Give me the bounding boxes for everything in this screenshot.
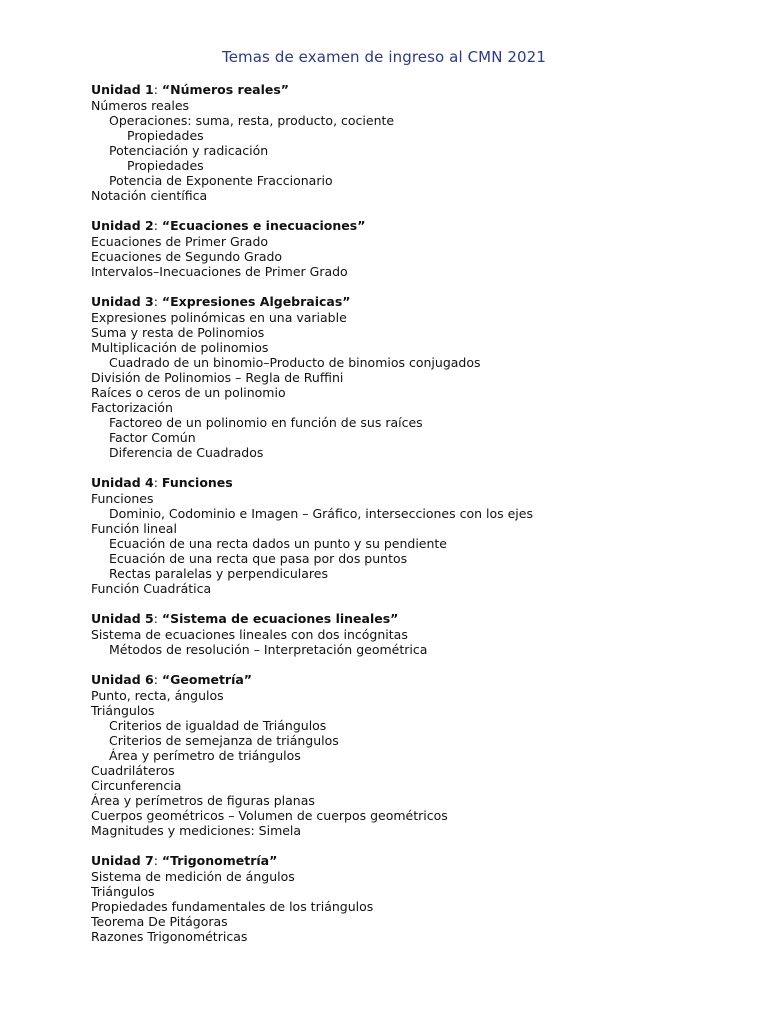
- unit-separator: :: [153, 853, 162, 868]
- topic-item: Triángulos: [91, 884, 155, 899]
- unit-section: [91, 294, 731, 460]
- unit-label: Unidad 6: [91, 672, 154, 687]
- topic-item: Función Cuadrática: [91, 581, 212, 596]
- unit-separator: :: [153, 294, 162, 309]
- subtopic-item: Operaciones: suma, resta, producto, cociente: [109, 113, 395, 128]
- page-title: Temas de examen de ingreso al CMN 2021: [222, 48, 546, 66]
- subtopic-item: Cuadrado de un binomio–Producto de binomios conjugados: [109, 355, 481, 370]
- unit-label: Unidad 4: [91, 475, 154, 490]
- unit-name: “Sistema de ecuaciones lineales”: [161, 611, 399, 626]
- topic-item: Ecuaciones de Primer Grado: [91, 234, 269, 249]
- unit-label: Unidad 2: [91, 218, 154, 233]
- topic-item: Sistema de ecuaciones lineales con dos incógnitas: [91, 627, 408, 642]
- unit-name: “Números reales”: [161, 82, 290, 97]
- subtopic-item: Dominio, Codominio e Imagen – Gráfico, intersecciones con los ejes: [109, 506, 533, 521]
- topic-item: Expresiones polinómicas en una variable: [91, 310, 347, 325]
- topic-item: Cuadriláteros: [91, 763, 175, 778]
- unit-section: [91, 218, 731, 279]
- unit-separator: :: [153, 672, 162, 687]
- topic-item: Factorización: [91, 400, 173, 415]
- subtopic-item: Diferencia de Cuadrados: [109, 445, 264, 460]
- subtopic-item: Factor Común: [109, 430, 196, 445]
- unit-label: Unidad 5: [91, 611, 154, 626]
- subtopic-item: Criterios de semejanza de triángulos: [109, 733, 339, 748]
- subtopic-item: Ecuación de una recta que pasa por dos puntos: [109, 551, 408, 566]
- topic-item: Intervalos–Inecuaciones de Primer Grado: [91, 264, 348, 279]
- unit-section: [91, 475, 731, 596]
- subtopic-item: Ecuación de una recta dados un punto y su pendiente: [109, 536, 448, 551]
- unit-section: [91, 82, 731, 203]
- topic-item: Cuerpos geométricos – Volumen de cuerpos geométricos: [91, 808, 448, 823]
- unit-section: [91, 672, 731, 838]
- unit-heading: [91, 294, 731, 310]
- topic-item: División de Polinomios – Regla de Ruffini: [91, 370, 344, 385]
- topic-item: Números reales: [91, 98, 190, 113]
- unit-heading: [91, 672, 731, 688]
- unit-separator: :: [153, 475, 162, 490]
- topic-item: Notación científica: [91, 188, 208, 203]
- subtopic-item: Propiedades: [127, 128, 204, 143]
- unit-heading: [91, 853, 731, 869]
- subtopic-item: Métodos de resolución – Interpretación geométrica: [109, 642, 428, 657]
- unit-name: “Geometría”: [161, 672, 253, 687]
- subtopic-item: Factoreo de un polinomio en función de sus raíces: [109, 415, 423, 430]
- unit-name: “Trigonometría”: [161, 853, 278, 868]
- unit-name: “Expresiones Algebraicas”: [161, 294, 351, 309]
- unit-name: Funciones: [161, 475, 233, 490]
- unit-name: “Ecuaciones e inecuaciones”: [161, 218, 366, 233]
- unit-separator: :: [153, 611, 162, 626]
- unit-label: Unidad 3: [91, 294, 154, 309]
- topic-item: Raíces o ceros de un polinomio: [91, 385, 286, 400]
- unit-heading: [91, 611, 731, 627]
- topic-item: Punto, recta, ángulos: [91, 688, 224, 703]
- topic-item: Teorema De Pitágoras: [91, 914, 228, 929]
- subtopic-item: Potencia de Exponente Fraccionario: [109, 173, 333, 188]
- syllabus-content: [91, 82, 731, 959]
- topic-item: Área y perímetros de figuras planas: [91, 793, 315, 808]
- topic-item: Propiedades fundamentales de los triángulos: [91, 899, 374, 914]
- subtopic-item: Área y perímetro de triángulos: [109, 748, 301, 763]
- unit-separator: :: [153, 82, 162, 97]
- topic-item: Circunferencia: [91, 778, 182, 793]
- unit-section: [91, 611, 731, 657]
- topic-item: Suma y resta de Polinomios: [91, 325, 265, 340]
- unit-label: Unidad 7: [91, 853, 154, 868]
- subtopic-item: Criterios de igualdad de Triángulos: [109, 718, 327, 733]
- subtopic-item: Potenciación y radicación: [109, 143, 269, 158]
- unit-section: [91, 853, 731, 944]
- topic-item: Razones Trigonométricas: [91, 929, 248, 944]
- topic-item: Triángulos: [91, 703, 155, 718]
- subtopic-item: Rectas paralelas y perpendiculares: [109, 566, 328, 581]
- unit-separator: :: [153, 218, 162, 233]
- topic-item: Multiplicación de polinomios: [91, 340, 269, 355]
- unit-heading: [91, 218, 731, 234]
- unit-label: Unidad 1: [91, 82, 154, 97]
- topic-item: Ecuaciones de Segundo Grado: [91, 249, 283, 264]
- topic-item: Función lineal: [91, 521, 177, 536]
- topic-item: Sistema de medición de ángulos: [91, 869, 295, 884]
- unit-heading: [91, 82, 731, 98]
- topic-item: Funciones: [91, 491, 154, 506]
- topic-item: Magnitudes y mediciones: Simela: [91, 823, 302, 838]
- unit-heading: [91, 475, 731, 491]
- subtopic-item: Propiedades: [127, 158, 204, 173]
